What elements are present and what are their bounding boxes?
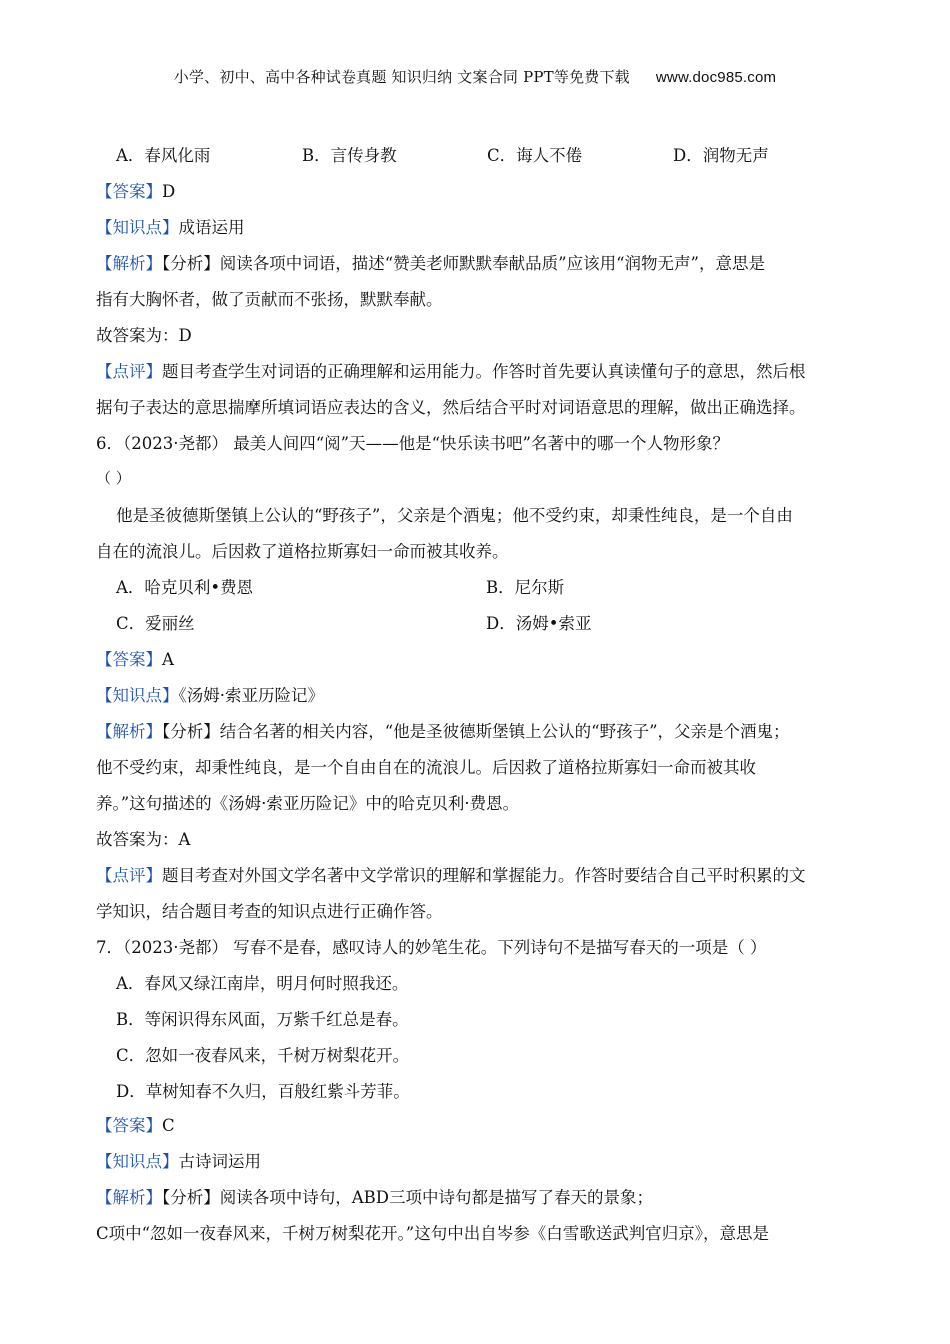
q7-option-c: C．忽如一夜春风来，千树万树梨花开。: [116, 1046, 410, 1065]
q5-conclusion: 故答案为：D: [96, 326, 192, 345]
q7-option-a: A．春风又绿江南岸，明月何时照我还。: [116, 974, 409, 993]
answer-tag: 【答案】: [96, 650, 162, 669]
q5-option-d: D．润物无声: [673, 146, 769, 165]
page-header: [0, 66, 950, 87]
header-url[interactable]: www.doc985.com: [655, 69, 777, 86]
q6-conclusion: 故答案为：A: [96, 830, 191, 849]
q7-answer: [96, 1114, 175, 1138]
q7-analysis-line-2: C项中“忽如一夜春风来，千树万树梨花开。”这句中出自岑参《白雪歌送武判官归京》，意思是: [96, 1224, 769, 1243]
review-text: 题目考查对外国文学名著中文学常识的理解和掌握能力。作答时要结合自己平时积累的文: [162, 866, 806, 885]
answer-tag: 【答案】: [96, 182, 162, 201]
q5-analysis-line-1: [96, 252, 765, 276]
q6-passage-line-2: 自在的流浪儿。后因救了道格拉斯寡妇一命而被其收养。: [96, 542, 509, 561]
kp-tag: 【知识点】: [96, 218, 179, 237]
kp-tag: 【知识点】: [96, 686, 179, 705]
q5-option-a: A．春风化雨: [116, 146, 211, 165]
q6-analysis-line-2: 他不受约束，却秉性纯良，是一个自由自在的流浪儿。后因救了道格拉斯寡妇一命而被其收: [96, 758, 756, 777]
review-tag: 【点评】: [96, 866, 162, 885]
q5-option-c: C．诲人不倦: [487, 146, 583, 165]
q6-analysis-line-1: [96, 720, 790, 744]
q5-options: [116, 144, 769, 168]
analysis-text: 【分析】结合名著的相关内容，“他是圣彼德斯堡镇上公认的“野孩子”，父亲是个酒鬼；: [162, 722, 790, 741]
analysis-tag: 【解析】: [96, 254, 162, 273]
q6-stem: 6．（2023·尧都） 最美人间四“阅”天——他是“快乐读书吧”名著中的哪一个人物形象？: [96, 434, 729, 453]
q6-analysis-line-3: 养。”这句描述的《汤姆·索亚历险记》中的哈克贝利·费恩。: [96, 794, 520, 813]
answer-value: C: [162, 1116, 175, 1135]
kp-value: 《汤姆·索亚历险记》: [178, 686, 324, 705]
q6-option-b: B．尼尔斯: [486, 578, 565, 597]
q7-option-d: D．草树知春不久归，百般红紫斗芳菲。: [116, 1082, 410, 1101]
q6-answer-paren: （ ）: [96, 469, 131, 487]
review-tag: 【点评】: [96, 362, 162, 381]
q6-options-row-1: [116, 576, 856, 600]
analysis-tag: 【解析】: [96, 722, 162, 741]
q5-answer: [96, 180, 175, 204]
q5-review-line-2: 据句子表达的意思揣摩所填词语应表达的含义，然后结合平时对词语意思的理解，做出正确选择。: [96, 398, 806, 417]
q6-option-c: C．爱丽丝: [116, 614, 195, 633]
kp-value: 成语运用: [178, 218, 245, 237]
q6-passage-line-1: 他是圣彼德斯堡镇上公认的“野孩子”，父亲是个酒鬼；他不受约束，却秉性纯良，是一个自由: [116, 506, 793, 525]
answer-value: D: [162, 182, 176, 201]
q6-answer: [96, 648, 174, 672]
analysis-text: 【分析】阅读各项中词语，描述“赞美老师默默奉献品质”应该用“润物无声”，意思是: [162, 254, 765, 273]
answer-value: A: [162, 650, 174, 669]
answer-tag: 【答案】: [96, 1116, 162, 1135]
q6-options-row-2: [116, 612, 856, 636]
q5-knowledge-point: [96, 216, 245, 240]
q5-option-b: B．言传身教: [302, 146, 397, 165]
analysis-text: 【分析】阅读各项中诗句，ABD三项中诗句都是描写了春天的景象；: [162, 1188, 654, 1207]
q6-option-d: D．汤姆•索亚: [486, 614, 592, 633]
kp-value: 古诗词运用: [178, 1152, 261, 1171]
q5-analysis-line-2: 指有大胸怀者，做了贡献而不张扬，默默奉献。: [96, 290, 443, 309]
q6-knowledge-point: [96, 684, 324, 708]
header-text: 小学、初中、高中各种试卷真题 知识归纳 文案合同 PPT等免费下载: [173, 68, 630, 86]
review-text: 题目考查学生对词语的正确理解和运用能力。作答时首先要认真读懂句子的意思，然后根: [162, 362, 806, 381]
q6-review-line-2: 学知识，结合题目考查的知识点进行正确作答。: [96, 902, 443, 921]
q6-option-a: A．哈克贝利•费恩: [116, 578, 254, 597]
q7-knowledge-point: [96, 1150, 261, 1174]
q7-stem: 7．（2023·尧都） 写春不是春，感叹诗人的妙笔生花。下列诗句不是描写春天的一项是（ ）: [96, 938, 767, 957]
q5-review-line-1: [96, 360, 806, 384]
q7-analysis-line-1: [96, 1186, 653, 1210]
kp-tag: 【知识点】: [96, 1152, 179, 1171]
q7-option-b: B．等闲识得东风面，万紫千红总是春。: [116, 1010, 409, 1029]
analysis-tag: 【解析】: [96, 1188, 162, 1207]
q6-review-line-1: [96, 864, 806, 888]
